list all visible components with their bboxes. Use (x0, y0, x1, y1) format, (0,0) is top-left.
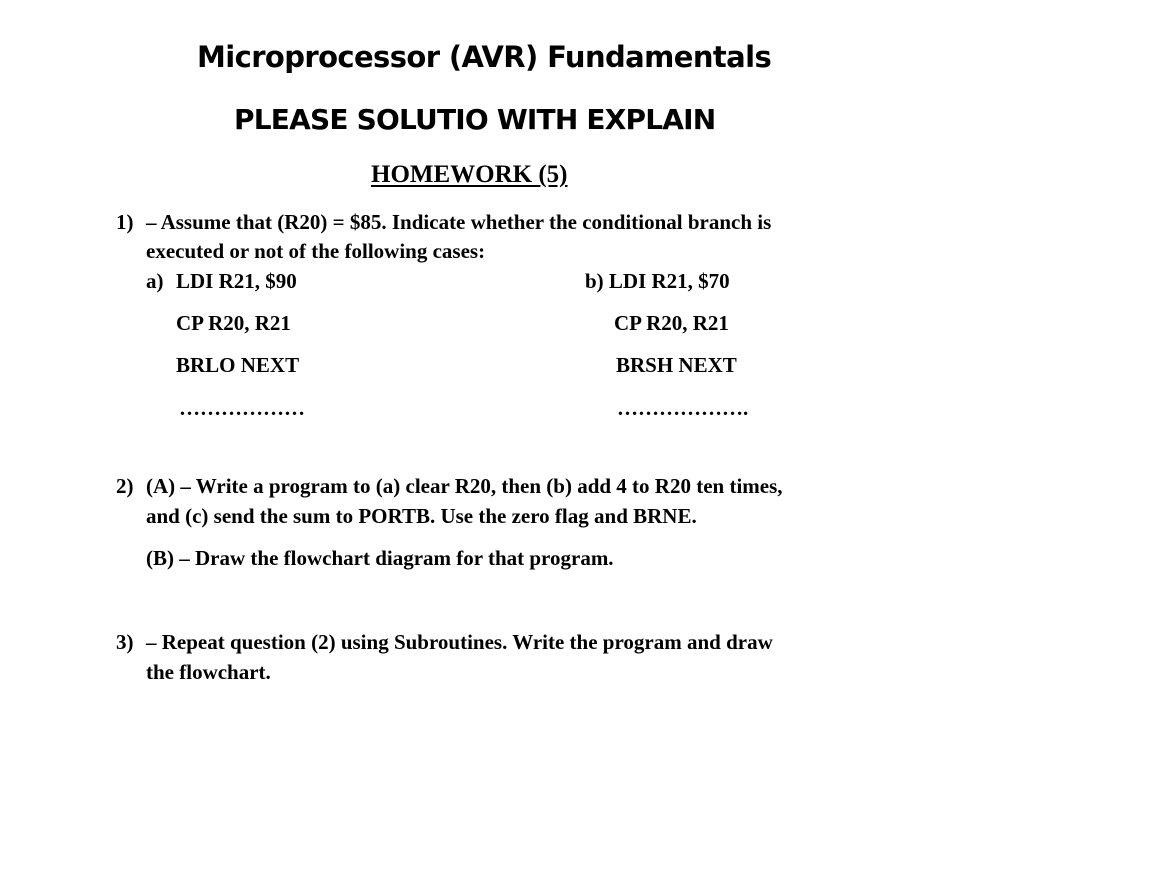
case-b-line-2: CP R20, R21 (614, 311, 729, 335)
case-b-line-1: b) LDI R21, $70 (585, 269, 730, 293)
question-1-number: 1) (116, 210, 134, 234)
case-a-label: a) (146, 269, 164, 293)
question-2-number: 2) (116, 474, 134, 498)
question-1-line-2: executed or not of the following cases: (146, 239, 486, 263)
question-2-line-1: (A) – Write a program to (a) clear R20, then (b) add 4 to R20 ten times, (146, 474, 783, 498)
question-2-line-3: (B) – Draw the flowchart diagram for that program. (146, 546, 614, 570)
page-title: Microprocessor (AVR) Fundamentals (197, 40, 772, 74)
page-subtitle: PLEASE SOLUTIO WITH EXPLAIN (234, 103, 716, 136)
case-a-line-2: CP R20, R21 (176, 311, 291, 335)
homework-heading: HOMEWORK (5) (371, 161, 568, 188)
question-1-line-1: – Assume that (R20) = $85. Indicate whether the conditional branch is (146, 210, 772, 234)
question-3-line-2: the flowchart. (146, 660, 271, 684)
question-2-line-2: and (c) send the sum to PORTB. Use the zero flag and BRNE. (146, 504, 697, 528)
case-a-line-3: BRLO NEXT (176, 353, 300, 377)
case-a-ellipsis: ……………… (179, 396, 305, 420)
case-b-line-3: BRSH NEXT (616, 353, 737, 377)
question-3-line-1: – Repeat question (2) using Subroutines. Write the program and draw (146, 630, 773, 654)
case-a-line-1: LDI R21, $90 (176, 269, 297, 293)
question-3-number: 3) (116, 630, 134, 654)
case-b-ellipsis: ………………. (617, 396, 749, 420)
